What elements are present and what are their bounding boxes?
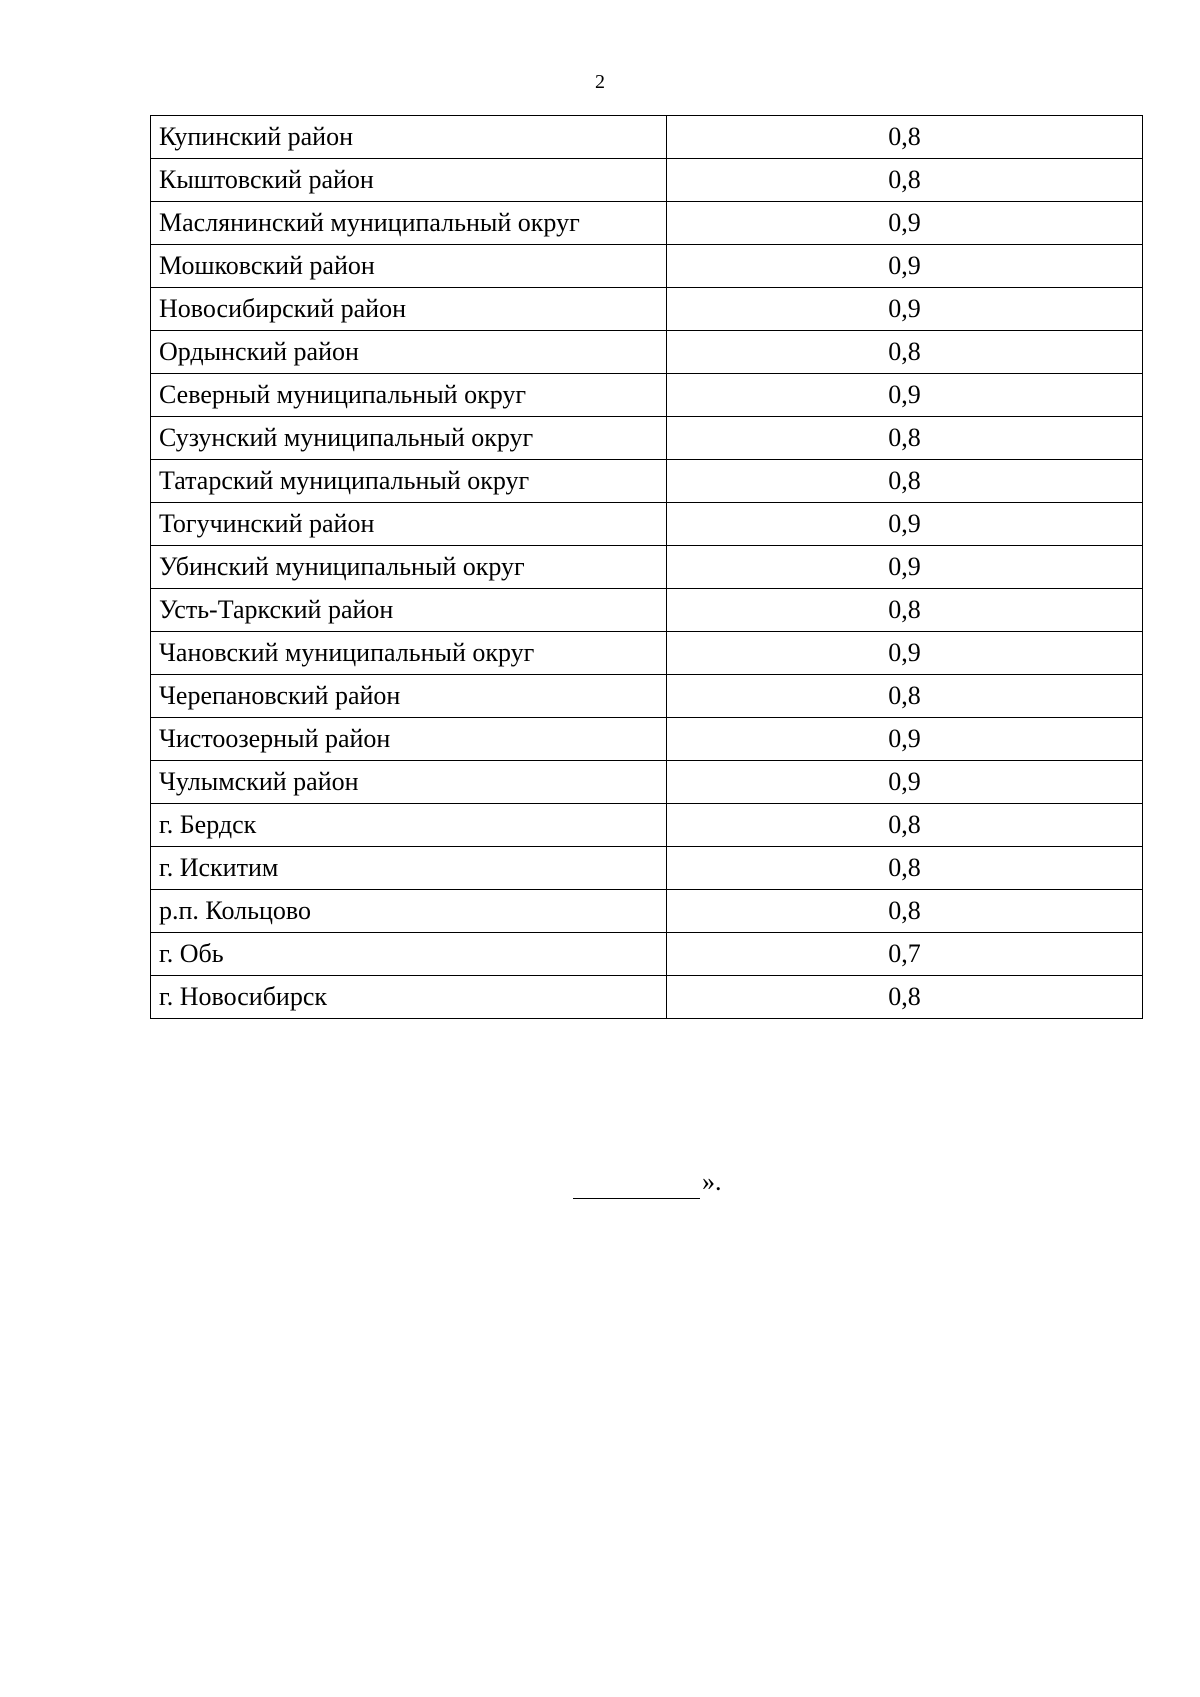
- table-row: [151, 804, 1143, 847]
- table-row: [151, 847, 1143, 890]
- page-number: 2: [595, 71, 605, 93]
- territory-name-cell: Сузунский муниципальный округ: [151, 417, 667, 460]
- table-row: [151, 159, 1143, 202]
- coefficient-value-cell: 0,9: [667, 546, 1143, 589]
- coefficient-value-cell: 0,8: [667, 116, 1143, 159]
- territory-name-cell: Купинский район: [151, 116, 667, 159]
- territory-name-cell: Чистоозерный район: [151, 718, 667, 761]
- table-row: [151, 675, 1143, 718]
- coefficient-value-cell: 0,7: [667, 933, 1143, 976]
- table-row: [151, 116, 1143, 159]
- closing-quote-mark: ».: [702, 1167, 722, 1196]
- table-row: [151, 202, 1143, 245]
- table-row: [151, 933, 1143, 976]
- coefficient-value-cell: 0,9: [667, 374, 1143, 417]
- coefficient-value-cell: 0,8: [667, 589, 1143, 632]
- territory-name-cell: Черепановский район: [151, 675, 667, 718]
- coefficient-value-cell: 0,8: [667, 675, 1143, 718]
- table-row: [151, 632, 1143, 675]
- coefficient-value-cell: 0,8: [667, 159, 1143, 202]
- coefficient-value-cell: 0,8: [667, 847, 1143, 890]
- territory-name-cell: г. Обь: [151, 933, 667, 976]
- coefficient-value-cell: 0,8: [667, 976, 1143, 1019]
- table-row: [151, 331, 1143, 374]
- table-row: [151, 374, 1143, 417]
- table-row: [151, 460, 1143, 503]
- territory-name-cell: Убинский муниципальный округ: [151, 546, 667, 589]
- coefficient-value-cell: 0,8: [667, 804, 1143, 847]
- coefficient-value-cell: 0,9: [667, 718, 1143, 761]
- territory-name-cell: г. Бердск: [151, 804, 667, 847]
- territory-name-cell: р.п. Кольцово: [151, 890, 667, 933]
- coefficient-value-cell: 0,9: [667, 288, 1143, 331]
- territory-name-cell: Чановский муниципальный округ: [151, 632, 667, 675]
- territory-name-cell: Новосибирский район: [151, 288, 667, 331]
- coefficient-table: [150, 115, 1143, 1019]
- coefficient-value-cell: 0,8: [667, 460, 1143, 503]
- table-body: [151, 116, 1143, 1019]
- territory-name-cell: Кыштовский район: [151, 159, 667, 202]
- territory-name-cell: Маслянинский муниципальный округ: [151, 202, 667, 245]
- table-row: [151, 546, 1143, 589]
- territory-name-cell: г. Новосибирск: [151, 976, 667, 1019]
- coefficient-value-cell: 0,9: [667, 632, 1143, 675]
- table-row: [151, 245, 1143, 288]
- table-row: [151, 718, 1143, 761]
- coefficient-value-cell: 0,9: [667, 503, 1143, 546]
- blank-underline: [573, 1172, 700, 1199]
- territory-name-cell: Северный муниципальный округ: [151, 374, 667, 417]
- table-row: [151, 503, 1143, 546]
- coefficient-value-cell: 0,8: [667, 331, 1143, 374]
- territory-name-cell: Татарский муниципальный округ: [151, 460, 667, 503]
- table-row: [151, 417, 1143, 460]
- table-row: [151, 761, 1143, 804]
- coefficient-value-cell: 0,8: [667, 890, 1143, 933]
- territory-name-cell: Чулымский район: [151, 761, 667, 804]
- territory-name-cell: Усть-Таркский район: [151, 589, 667, 632]
- coefficient-value-cell: 0,8: [667, 417, 1143, 460]
- coefficient-value-cell: 0,9: [667, 202, 1143, 245]
- table-row: [151, 589, 1143, 632]
- table-row: [151, 976, 1143, 1019]
- territory-name-cell: Тогучинский район: [151, 503, 667, 546]
- territory-name-cell: Ордынский район: [151, 331, 667, 374]
- coefficient-value-cell: 0,9: [667, 761, 1143, 804]
- territory-name-cell: г. Искитим: [151, 847, 667, 890]
- closing-line: [573, 1165, 722, 1199]
- table-row: [151, 890, 1143, 933]
- territory-name-cell: Мошковский район: [151, 245, 667, 288]
- table-row: [151, 288, 1143, 331]
- coefficient-value-cell: 0,9: [667, 245, 1143, 288]
